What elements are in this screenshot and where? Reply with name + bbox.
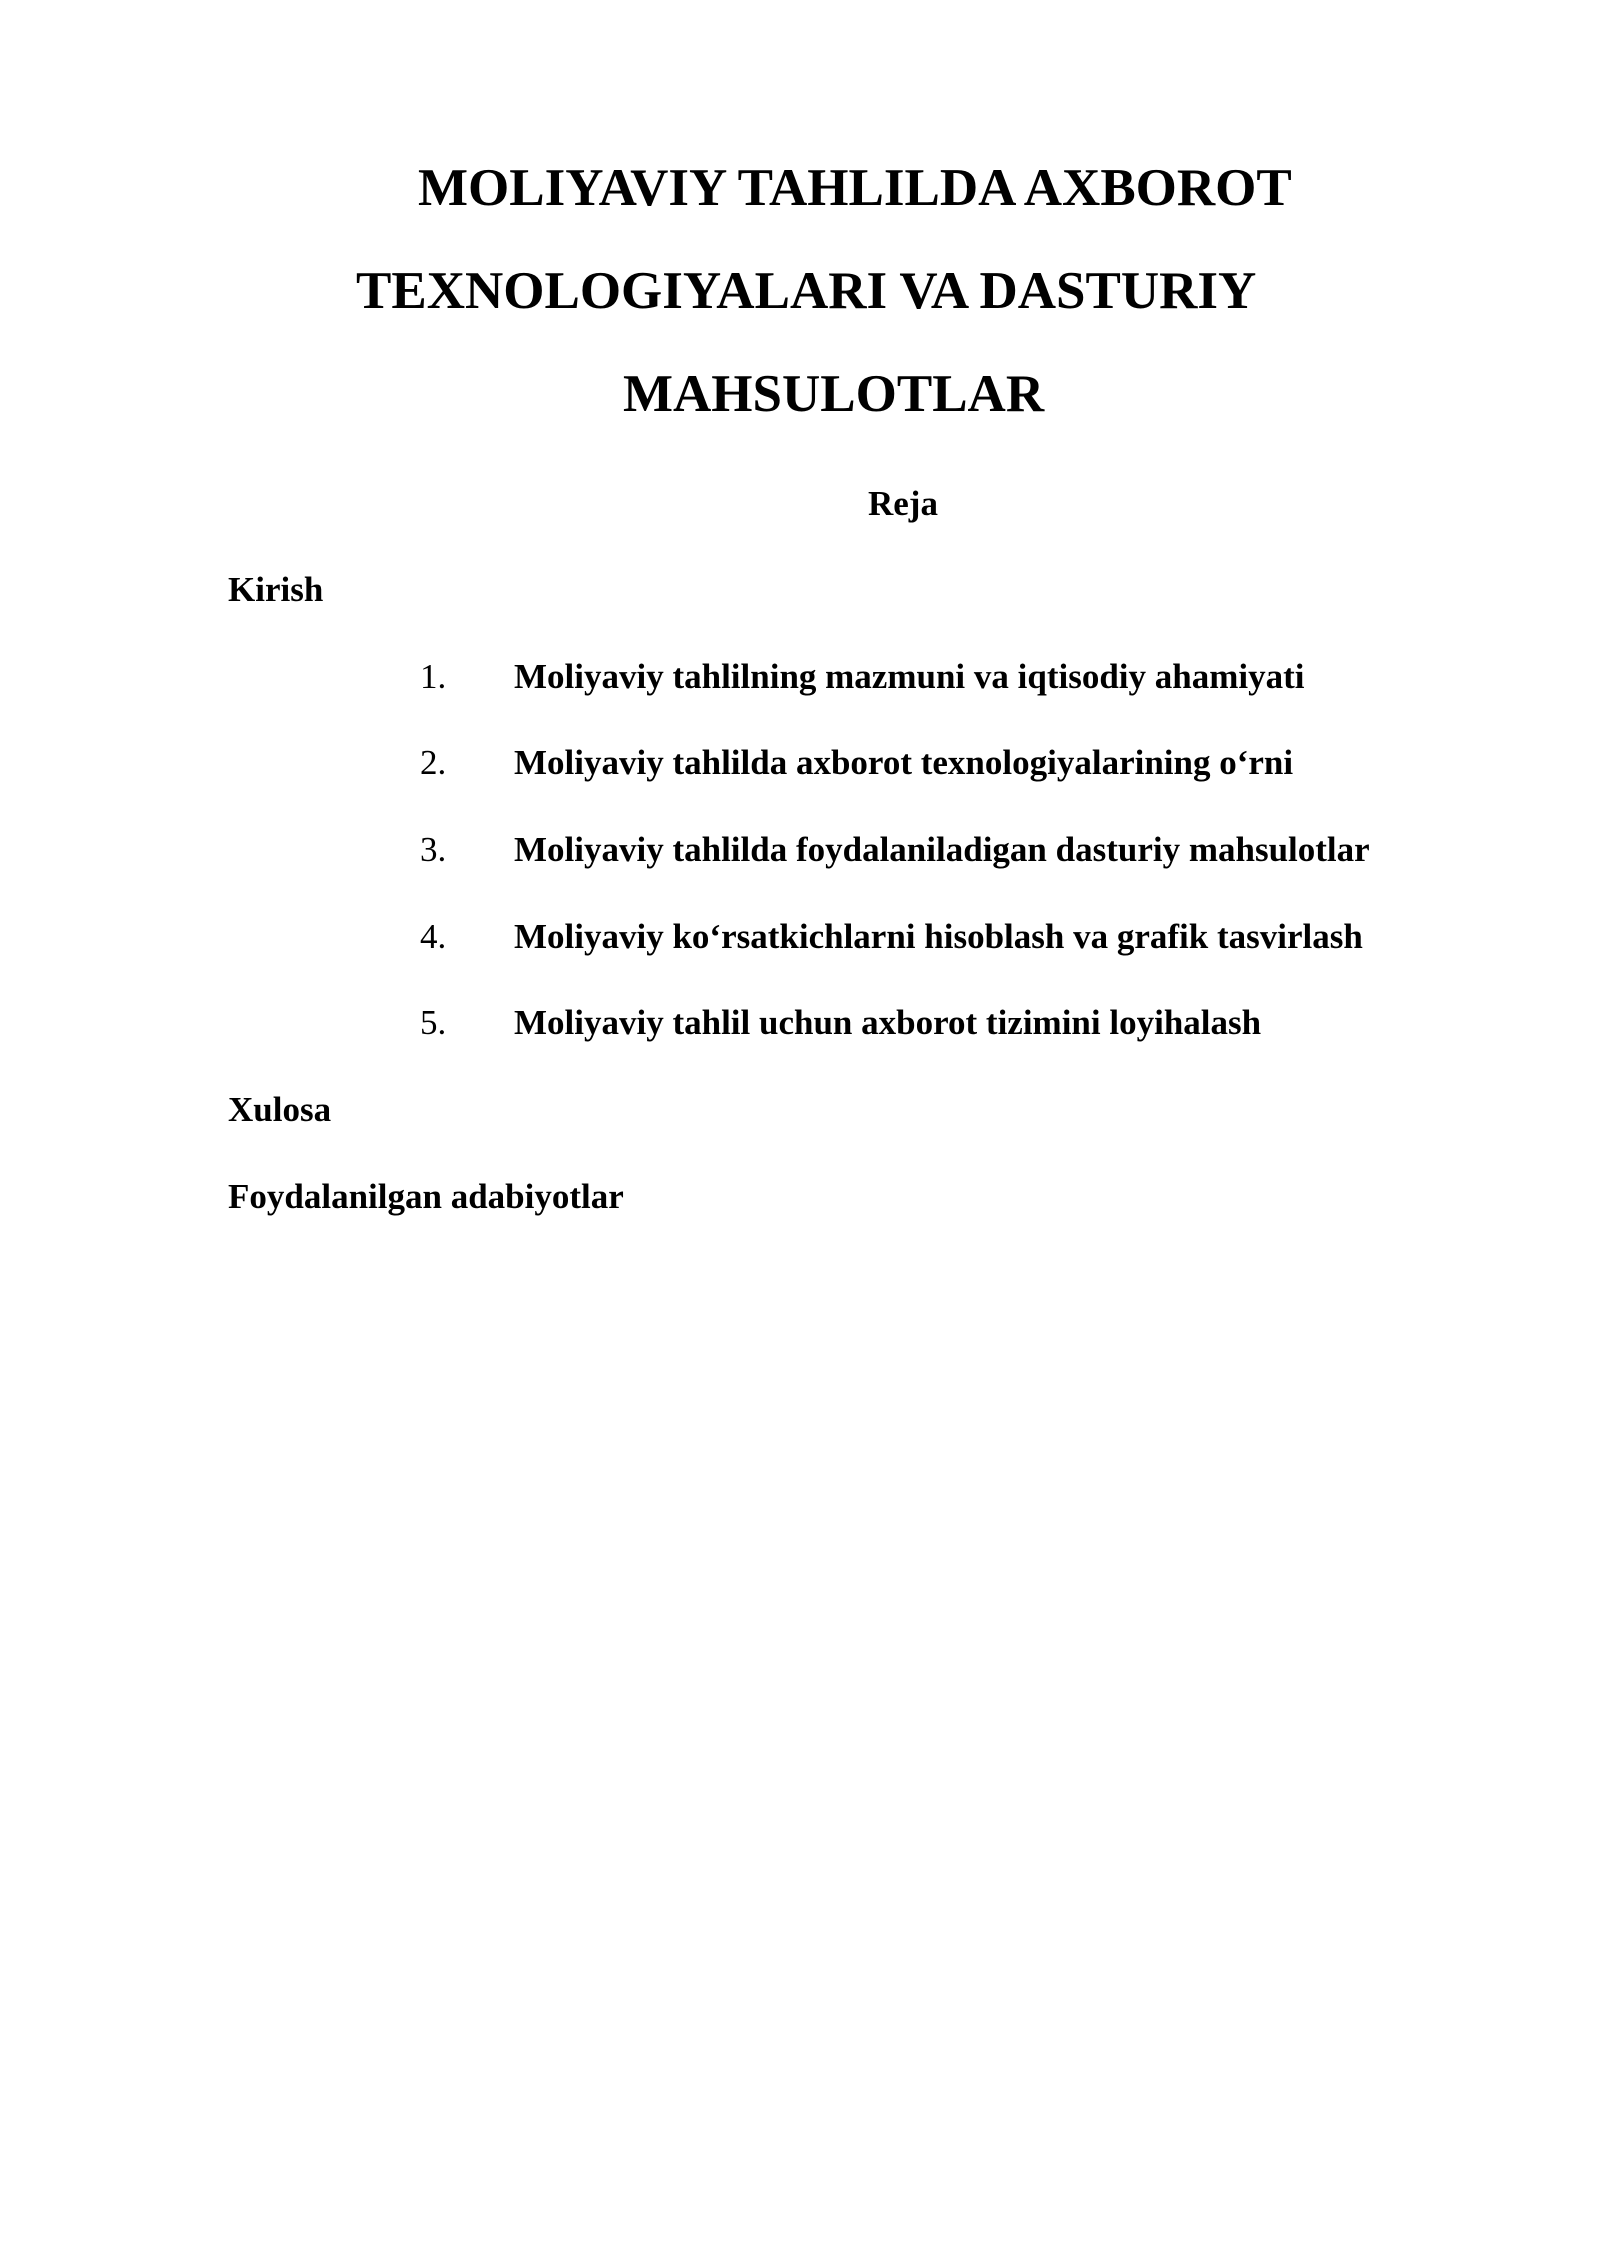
plan-item-text: Moliyaviy tahlilning mazmuni va iqtisodiy ahamiyati: [514, 657, 1305, 696]
plan-item-text: Moliyaviy tahlilda foydalaniladigan dasturiy mahsulotlar: [514, 830, 1370, 869]
references-heading: Foydalanilgan adabiyotlar: [228, 1177, 624, 1216]
document-title-line-1: MOLIYAVIY TAHLILDA AXBOROT: [418, 159, 1292, 217]
plan-item-text: Moliyaviy ko‘rsatkichlarni hisoblash va grafik tasvirlash: [514, 917, 1363, 956]
plan-item-number: 3.: [420, 830, 447, 869]
document-title-line-2: TEXNOLOGIYALARI VA DASTURIY: [356, 262, 1257, 320]
plan-item-number: 4.: [420, 917, 447, 956]
plan-item-number: 5.: [420, 1003, 447, 1042]
intro-heading: Kirish: [228, 570, 324, 609]
plan-item-number: 1.: [420, 657, 447, 696]
document-title-line-3: MAHSULOTLAR: [623, 365, 1045, 423]
plan-item-text: Moliyaviy tahlilda axborot texnologiyalarining o‘rni: [514, 743, 1294, 782]
plan-item-text: Moliyaviy tahlil uchun axborot tizimini loyihalash: [514, 1003, 1262, 1042]
conclusion-heading: Xulosa: [228, 1090, 332, 1129]
plan-item-number: 2.: [420, 743, 447, 782]
plan-heading: Reja: [868, 484, 938, 523]
